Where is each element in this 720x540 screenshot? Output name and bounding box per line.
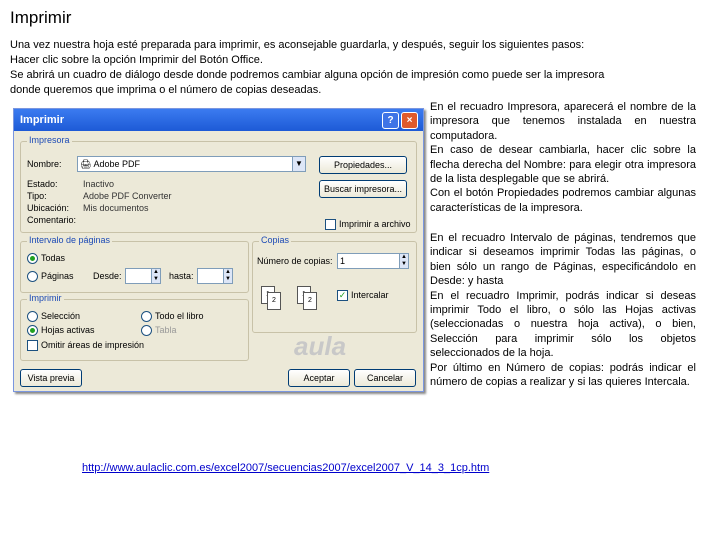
- workbook-radio[interactable]: [141, 311, 152, 322]
- spinner-icon: ▲ ▼: [151, 269, 160, 283]
- print-what-group: [20, 293, 249, 361]
- ignore-areas-label: Omitir áreas de impresión: [41, 340, 145, 350]
- options-explanation: [430, 231, 696, 389]
- active-sheets-radio[interactable]: [27, 325, 38, 336]
- print-what-label: Imprimir: [29, 293, 62, 303]
- paragraph: En caso de desear cambiarla, hacer clic sobre la flecha derecha del Nombre: para elegir otra impresora de la lista desplegable que se abrirá.: [430, 144, 696, 186]
- collate-page-icon: 2: [303, 292, 317, 310]
- to-field[interactable]: [197, 268, 233, 284]
- status-label: Estado:: [27, 179, 58, 189]
- ok-button[interactable]: Aceptar: [288, 369, 350, 387]
- paragraph: En el recuadro Intervalo de páginas, tendremos que indicar si deseamos imprimir Todas las páginas, o bien sólo un rango de Páginas, especificándolo en Desde: y hasta: [430, 232, 696, 288]
- watermark-logo: aula: [294, 331, 347, 361]
- paragraph: En el recuadro Imprimir, podrás indicar si deseas imprimir Todo el libro, o sólo las Hojas activas (seleccionadas o nuestra hoja activa), o bien, Selección para imprimir sólo los objetos seleccionados de la hoja.: [430, 289, 696, 360]
- dialog-title: Imprimir: [20, 114, 65, 126]
- status-value: Inactivo: [83, 179, 115, 189]
- help-icon[interactable]: ?: [382, 112, 399, 129]
- find-printer-button[interactable]: Buscar impresora...: [319, 180, 407, 198]
- copies-count-value: 1: [340, 256, 346, 266]
- dialog-title-bar: [14, 109, 423, 131]
- table-label: Tabla: [155, 325, 177, 335]
- range-pages-radio[interactable]: [27, 271, 38, 282]
- intro-line: Una vez nuestra hoja esté preparada para imprimir, es aconsejable guardarla, y después, seguir los siguientes pasos:: [10, 39, 585, 51]
- range-pages-label: Páginas: [41, 271, 74, 281]
- printer-group: [20, 135, 417, 233]
- printer-explanation: [430, 100, 696, 215]
- printer-name-label: Nombre:: [27, 159, 62, 169]
- printer-name-select[interactable]: [77, 156, 306, 172]
- collate-checkbox[interactable]: ✓: [338, 290, 347, 300]
- print-to-file-label: Imprimir a archivo: [339, 219, 411, 229]
- workbook-label: Todo el libro: [155, 311, 204, 321]
- comment-label: Comentario:: [27, 215, 77, 225]
- page-range-group: [20, 235, 249, 293]
- location-label: Ubicación:: [27, 203, 70, 213]
- intro-line: Hacer clic sobre la opción Imprimir del Botón Office.: [10, 54, 263, 66]
- print-to-file-checkbox[interactable]: [325, 219, 336, 230]
- copies-count-label: Número de copias:: [257, 256, 333, 266]
- selection-radio[interactable]: [27, 311, 38, 322]
- from-label: Desde:: [93, 271, 122, 281]
- page-title: Imprimir: [10, 8, 72, 27]
- page-range-label: Intervalo de páginas: [29, 235, 111, 245]
- printer-group-label: Impresora: [29, 135, 70, 145]
- intro-text: [10, 38, 710, 98]
- intro-line: Se abrirá un cuadro de diálogo desde donde podremos cambiar alguna opción de impresión como puede ser la impresora: [10, 69, 605, 81]
- printer-name-value: Adobe PDF: [93, 159, 140, 169]
- paragraph: Con el botón Propiedades podremos cambiar algunas características de la impresora.: [430, 187, 696, 214]
- collate-label: Intercalar: [351, 290, 389, 300]
- spinner-icon: ▲ ▼: [399, 254, 408, 268]
- chevron-down-icon: ▼: [292, 157, 305, 171]
- ignore-areas-checkbox[interactable]: [27, 340, 38, 351]
- close-icon[interactable]: ×: [401, 112, 418, 129]
- type-value: Adobe PDF Converter: [83, 191, 172, 201]
- source-link[interactable]: http://www.aulaclic.com.es/excel2007/secuencias2007/excel2007_V_14_3_1cp.htm: [82, 462, 490, 474]
- copies-count-field[interactable]: [337, 253, 409, 269]
- cancel-button[interactable]: Cancelar: [354, 369, 416, 387]
- spinner-icon: ▲ ▼: [223, 269, 232, 283]
- paragraph: Por último en Número de copias: podrás indicar el número de copias a realizar y si las quieres Intercala.: [430, 361, 696, 389]
- properties-button[interactable]: Propiedades...: [319, 156, 407, 174]
- location-value: Mis documentos: [83, 203, 149, 213]
- to-label: hasta:: [169, 271, 194, 281]
- copies-group-label: Copias: [261, 235, 290, 245]
- active-sheets-label: Hojas activas: [41, 325, 95, 335]
- print-dialog: [13, 108, 424, 392]
- range-all-label: Todas: [41, 253, 66, 263]
- preview-button[interactable]: Vista previa: [20, 369, 82, 387]
- paragraph: En el recuadro Impresora, aparecerá el nombre de la impresora que tenemos instalada en nuestra computadora.: [430, 101, 696, 142]
- table-radio[interactable]: [141, 325, 152, 336]
- from-field[interactable]: [125, 268, 161, 284]
- intro-line: donde queremos que imprima o el número de copias deseadas.: [10, 84, 322, 96]
- copies-group: [252, 235, 417, 333]
- printer-icon: 🖨: [80, 159, 94, 169]
- range-all-radio[interactable]: [27, 253, 38, 264]
- collate-page-icon: 2: [267, 292, 281, 310]
- type-label: Tipo:: [27, 191, 47, 201]
- selection-label: Selección: [41, 311, 81, 321]
